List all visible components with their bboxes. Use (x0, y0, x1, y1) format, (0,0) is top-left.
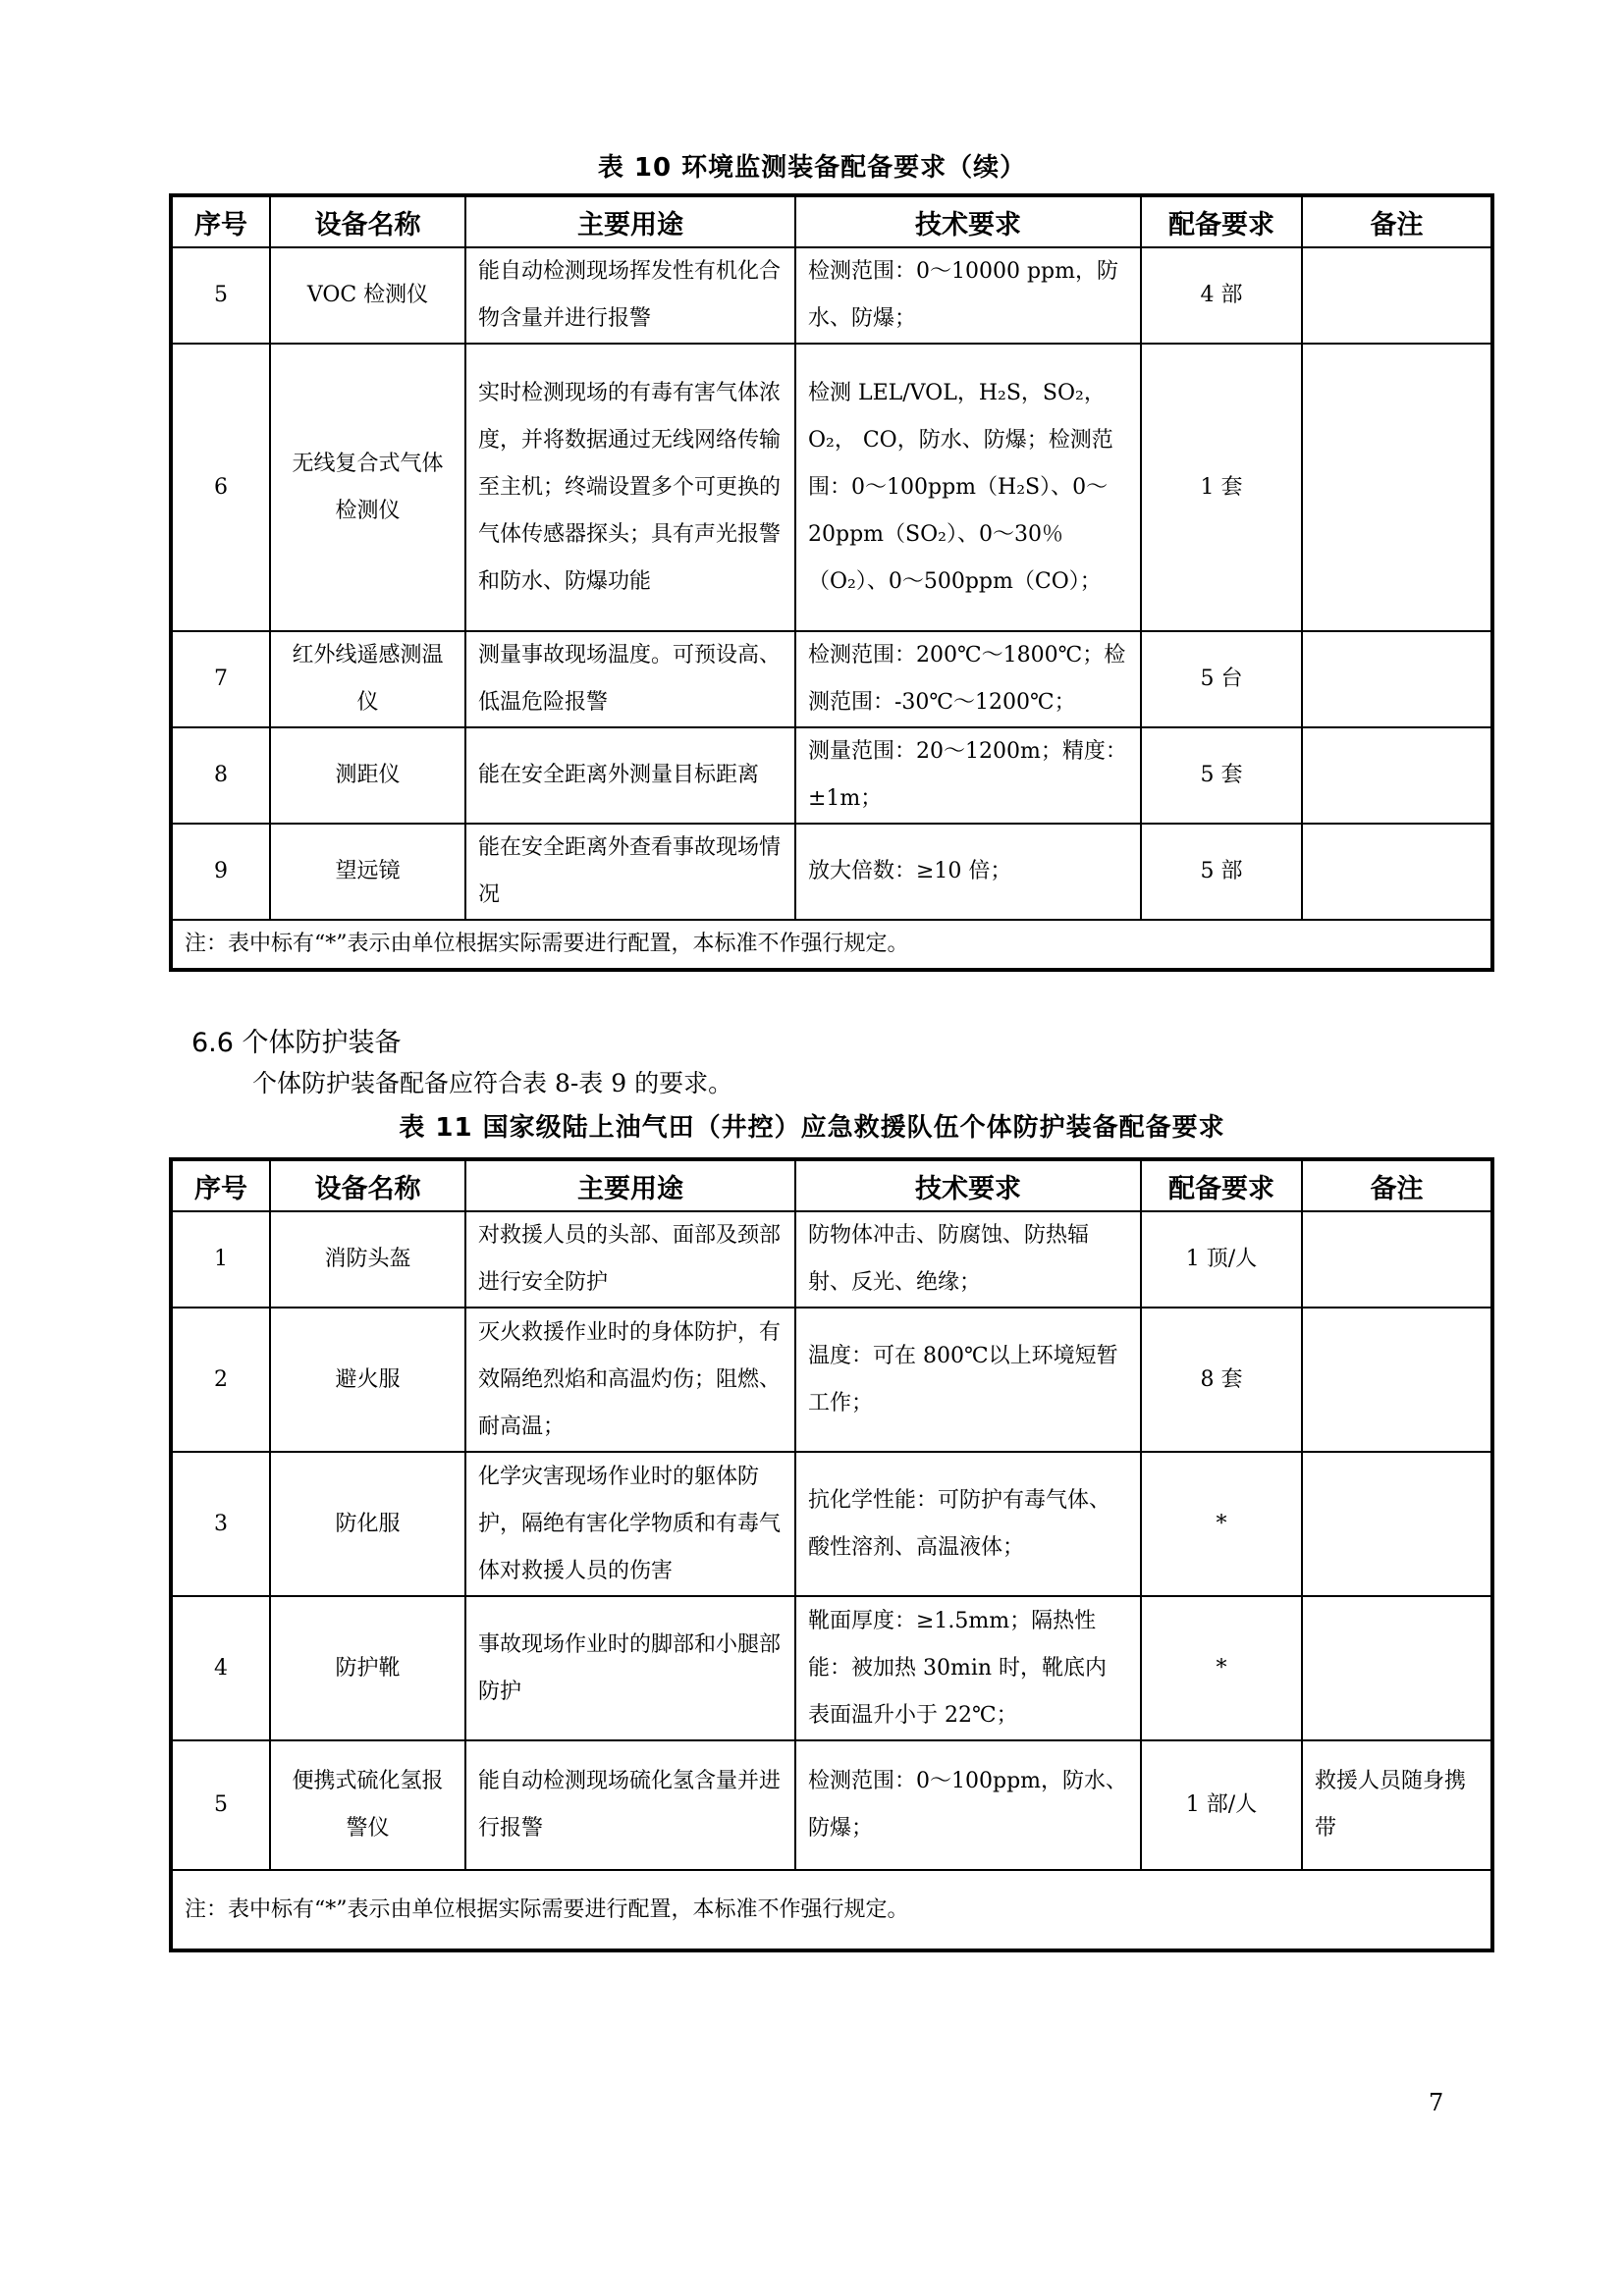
cell-no: 2 (171, 1308, 270, 1452)
cell-use: 灭火救援作业时的身体防护，有效隔绝烈焰和高温灼伤；阻燃、耐高温； (465, 1308, 795, 1452)
cell-no: 8 (171, 727, 270, 824)
cell-tech: 温度：可在 800℃以上环境短暂工作； (795, 1308, 1141, 1452)
cell-use: 化学灾害现场作业时的躯体防护，隔绝有害化学物质和有毒气体对救援人员的伤害 (465, 1452, 795, 1596)
cell-tech: 放大倍数：≥10 倍； (795, 824, 1141, 920)
cell-remark (1302, 631, 1492, 727)
cell-req: 4 部 (1141, 247, 1302, 344)
section-text: 个体防护装备配备应符合表 8-表 9 的要求。 (252, 1069, 733, 1097)
cell-name: 避火服 (270, 1308, 465, 1452)
cell-use: 能自动检测现场硫化氢含量并进行报警 (465, 1740, 795, 1870)
cell-use: 能在安全距离外测量目标距离 (465, 727, 795, 824)
table-10-caption: 表 10 环境监测装备配备要求（续） (597, 153, 1027, 183)
table-11 (169, 1157, 1494, 1952)
cell-tech: 检测范围：200℃～1800℃；检测范围：-30℃～1200℃； (795, 631, 1141, 727)
cell-use: 对救援人员的头部、面部及颈部进行安全防护 (465, 1211, 795, 1308)
cell-use: 能在安全距离外查看事故现场情况 (465, 824, 795, 920)
cell-no: 9 (171, 824, 270, 920)
cell-req: 8 套 (1141, 1308, 1302, 1452)
cell-tech: 测量范围：20～1200m；精度：±1m； (795, 727, 1141, 824)
header-req: 配备要求 (1141, 195, 1302, 247)
header-tech: 技术要求 (795, 195, 1141, 247)
cell-tech: 靴面厚度：≥1.5mm；隔热性能：被加热 30min 时，靴底内表面温升小于 22℃； (795, 1596, 1141, 1740)
table-note-row (171, 1870, 1492, 1950)
header-name: 设备名称 (270, 195, 465, 247)
cell-use: 实时检测现场的有毒有害气体浓度，并将数据通过无线网络传输至主机；终端设置多个可更换的气体传感器探头；具有声光报警和防水、防爆功能 (465, 344, 795, 631)
cell-remark (1302, 1308, 1492, 1452)
cell-remark (1302, 247, 1492, 344)
cell-remark (1302, 344, 1492, 631)
table-10 (169, 193, 1494, 972)
table-row (171, 1452, 1492, 1596)
cell-tech: 检测范围：0～10000 ppm，防水、防爆； (795, 247, 1141, 344)
header-name: 设备名称 (270, 1159, 465, 1211)
table-row (171, 727, 1492, 824)
page-number: 7 (1429, 2089, 1444, 2116)
cell-req: * (1141, 1452, 1302, 1596)
header-use: 主要用途 (465, 1159, 795, 1211)
table-11-caption: 表 11 国家级陆上油气田（井控）应急救援队伍个体防护装备配备要求 (399, 1113, 1225, 1143)
cell-name: 消防头盔 (270, 1211, 465, 1308)
table-row (171, 1211, 1492, 1308)
cell-tech: 检测 LEL/VOL，H₂S，SO₂，O₂， CO，防水、防爆；检测范围：0～100ppm（H₂S）、0～20ppm（SO₂）、0～30％（O₂）、0～500ppm（CO）； (795, 344, 1141, 631)
table-header-row (171, 1159, 1492, 1211)
cell-name: 红外线遥感测温仪 (270, 631, 465, 727)
cell-tech: 防物体冲击、防腐蚀、防热辐射、反光、绝缘； (795, 1211, 1141, 1308)
header-no: 序号 (171, 195, 270, 247)
cell-no: 1 (171, 1211, 270, 1308)
cell-req: 5 台 (1141, 631, 1302, 727)
cell-remark (1302, 1211, 1492, 1308)
cell-tech: 抗化学性能：可防护有毒气体、酸性溶剂、高温液体； (795, 1452, 1141, 1596)
cell-req: 5 套 (1141, 727, 1302, 824)
table-row (171, 824, 1492, 920)
table-note: 注：表中标有“*”表示由单位根据实际需要进行配置，本标准不作强行规定。 (171, 1870, 1492, 1950)
cell-no: 5 (171, 1740, 270, 1870)
table-note: 注：表中标有“*”表示由单位根据实际需要进行配置，本标准不作强行规定。 (171, 920, 1492, 970)
table-header-row (171, 195, 1492, 247)
cell-remark (1302, 1452, 1492, 1596)
table-row (171, 1308, 1492, 1452)
cell-name: 望远镜 (270, 824, 465, 920)
table-row (171, 631, 1492, 727)
table-row (171, 1596, 1492, 1740)
cell-req: * (1141, 1596, 1302, 1740)
cell-req: 1 套 (1141, 344, 1302, 631)
header-no: 序号 (171, 1159, 270, 1211)
cell-remark (1302, 824, 1492, 920)
cell-name: 便携式硫化氢报警仪 (270, 1740, 465, 1870)
cell-req: 5 部 (1141, 824, 1302, 920)
cell-name: 无线复合式气体检测仪 (270, 344, 465, 631)
table-row (171, 344, 1492, 631)
cell-use: 事故现场作业时的脚部和小腿部防护 (465, 1596, 795, 1740)
cell-name: VOC 检测仪 (270, 247, 465, 344)
cell-tech: 检测范围：0～100ppm，防水、防爆； (795, 1740, 1141, 1870)
table-note-row (171, 920, 1492, 970)
cell-no: 6 (171, 344, 270, 631)
header-req: 配备要求 (1141, 1159, 1302, 1211)
cell-remark: 救援人员随身携带 (1302, 1740, 1492, 1870)
cell-name: 防化服 (270, 1452, 465, 1596)
header-tech: 技术要求 (795, 1159, 1141, 1211)
cell-req: 1 顶/人 (1141, 1211, 1302, 1308)
cell-req: 1 部/人 (1141, 1740, 1302, 1870)
section-heading: 6.6 个体防护装备 (191, 1028, 402, 1058)
cell-use: 测量事故现场温度。可预设高、低温危险报警 (465, 631, 795, 727)
header-use: 主要用途 (465, 195, 795, 247)
cell-remark (1302, 1596, 1492, 1740)
cell-name: 防护靴 (270, 1596, 465, 1740)
table-row (171, 247, 1492, 344)
cell-use: 能自动检测现场挥发性有机化合物含量并进行报警 (465, 247, 795, 344)
header-remark: 备注 (1302, 1159, 1492, 1211)
cell-no: 4 (171, 1596, 270, 1740)
cell-no: 5 (171, 247, 270, 344)
cell-no: 3 (171, 1452, 270, 1596)
header-remark: 备注 (1302, 195, 1492, 247)
cell-no: 7 (171, 631, 270, 727)
cell-name: 测距仪 (270, 727, 465, 824)
cell-remark (1302, 727, 1492, 824)
table-row (171, 1740, 1492, 1870)
